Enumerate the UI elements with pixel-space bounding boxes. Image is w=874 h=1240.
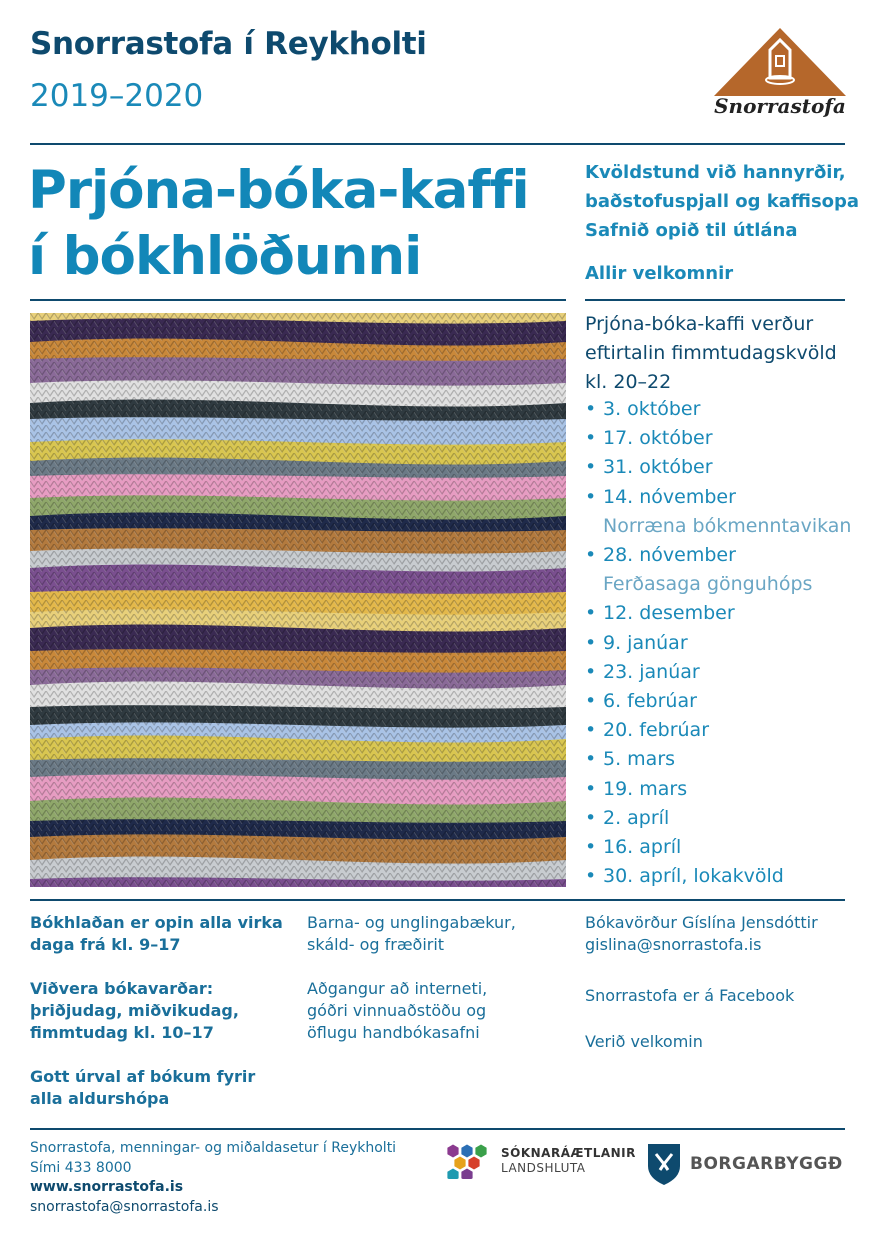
librarian-hours-line3: fimmtudag kl. 10–17 (30, 1023, 214, 1042)
borgarbyggd-logo (646, 1142, 843, 1186)
snorrastofa-logo (712, 26, 848, 122)
event-title (28, 158, 529, 290)
schedule-date-item (585, 833, 851, 862)
sok-line1: SÓKNARÁÆTLANIR (501, 1146, 636, 1160)
schedule-date-label: 16. apríl (603, 836, 682, 859)
book-selection-line2: alla aldurshópa (30, 1089, 170, 1108)
opening-hours (30, 912, 290, 956)
bullet-icon: • (585, 748, 597, 771)
schedule-date-item (585, 629, 851, 658)
organization-name: Snorrastofa í Reykholti (30, 26, 427, 62)
schedule-date-label: 31. október (603, 456, 713, 479)
schedule-date-label: 30. apríl, lokakvöld (603, 865, 784, 888)
collection-types (307, 912, 567, 956)
divider-top (30, 143, 845, 145)
sok-line2: LANDSHLUTA (501, 1161, 586, 1175)
schedule-date-list (585, 395, 851, 891)
event-intro (585, 158, 859, 245)
schedule-date-item (585, 862, 851, 891)
librarian-hours (30, 978, 290, 1044)
logo-text: Snorrastofa (714, 94, 846, 118)
facilities-line1: Aðgangur að interneti, (307, 979, 488, 998)
facebook-note: Snorrastofa er á Facebook (585, 986, 795, 1005)
schedule-date-label: 14. nóvember (603, 485, 736, 508)
bullet-icon: • (585, 398, 597, 420)
schedule-intro (585, 310, 855, 397)
info-column-contact (585, 912, 855, 1053)
facilities-line2: góðri vinnuaðstöðu og (307, 1001, 487, 1020)
season-year: 2019–2020 (30, 78, 204, 114)
welcome-text: Allir velkomnir (585, 263, 734, 284)
schedule-date-label: 19. mars (603, 777, 688, 800)
librarian-hours-line2: þriðjudag, miðvikudag, (30, 1001, 239, 1020)
bullet-icon: • (585, 719, 597, 742)
bullet-icon: • (585, 427, 597, 450)
schedule-date-item (585, 687, 851, 716)
bullet-icon: • (585, 485, 597, 508)
collection-types-line1: Barna- og unglingabækur, (307, 913, 516, 932)
librarian-hours-line1: Viðvera bókavarðar: (30, 979, 214, 998)
footer-org: Snorrastofa, menningar- og miðaldasetur í Reykholti (30, 1140, 397, 1156)
schedule-date-label: 17. október (603, 427, 713, 450)
facilities (307, 978, 567, 1044)
closing-welcome: Verið velkomin (585, 1032, 703, 1051)
info-column-collection (307, 912, 567, 1044)
footer-email[interactable]: snorrastofa@snorrastofa.is (30, 1198, 219, 1215)
intro-line2: baðstofuspjall og kaffisopa (585, 191, 860, 212)
schedule-intro-line1: Prjóna-bóka-kaffi verður (585, 313, 814, 335)
schedule-date-note: Ferðasaga gönguhóps (603, 573, 813, 596)
schedule-date-item (585, 775, 851, 804)
schedule-date-label: 2. apríl (603, 806, 670, 829)
footer-phone: Sími 433 8000 (30, 1159, 132, 1176)
footer-website[interactable]: www.snorrastofa.is (30, 1179, 184, 1195)
schedule-date-item (585, 483, 851, 541)
info-column-hours (30, 912, 290, 1110)
bullet-icon: • (585, 456, 597, 479)
bullet-icon: • (585, 690, 597, 713)
event-title-line2: í bókhlöðunni (28, 226, 422, 287)
facilities-line3: öflugu handbókasafni (307, 1023, 480, 1042)
knitted-stripes-photo (30, 313, 566, 887)
event-title-line1: Prjóna-bóka-kaffi (28, 160, 529, 221)
bullet-icon: • (585, 777, 597, 800)
schedule-date-note: Norræna bókmenntavikan (603, 514, 852, 537)
schedule-date-item (585, 745, 851, 774)
schedule-date-label: 20. febrúar (603, 719, 710, 742)
shield-icon (646, 1142, 682, 1186)
schedule-intro-line2: eftirtalin fimmtudagskvöld (585, 342, 837, 364)
schedule-date-label: 28. nóvember (603, 544, 736, 567)
divider-middle (30, 899, 845, 901)
schedule-date-item (585, 541, 851, 599)
soknaraaetlanir-logo (445, 1143, 636, 1179)
schedule-date-item (585, 424, 851, 453)
bullet-icon: • (585, 806, 597, 829)
schedule-date-item (585, 716, 851, 745)
librarian-contact (585, 912, 855, 956)
bullet-icon: • (585, 602, 597, 625)
schedule-intro-line3: kl. 20–22 (585, 371, 672, 393)
footer-contact (30, 1139, 396, 1217)
schedule-date-label: 23. janúar (603, 660, 700, 683)
schedule-date-item (585, 658, 851, 687)
collection-types-line2: skáld- og fræðirit (307, 935, 445, 954)
bullet-icon: • (585, 660, 597, 683)
bullet-icon: • (585, 836, 597, 859)
schedule-date-item (585, 804, 851, 833)
schedule-date-item (585, 453, 851, 482)
hexagon-cluster-icon (445, 1143, 491, 1179)
schedule-date-item (585, 395, 851, 424)
bullet-icon: • (585, 631, 597, 654)
opening-hours-line2: daga frá kl. 9–17 (30, 935, 181, 954)
opening-hours-line1: Bókhlaðan er opin alla virka (30, 913, 283, 932)
intro-line1: Kvöldstund við hannyrðir, (585, 162, 846, 183)
schedule-date-item (585, 599, 851, 628)
knitted-stripes-icon (30, 313, 566, 887)
intro-line3: Safnið opið til útlána (585, 220, 798, 241)
bullet-icon: • (585, 544, 597, 567)
schedule-date-label: 9. janúar (603, 631, 688, 654)
divider-bottom (30, 1128, 845, 1130)
divider-title (30, 299, 566, 301)
schedule-date-label: 3. október (603, 398, 701, 420)
librarian-name: Bókavörður Gíslína Jensdóttir (585, 913, 818, 932)
schedule-date-label: 6. febrúar (603, 690, 697, 713)
schedule-date-label: 12. desember (603, 602, 735, 625)
book-selection-line1: Gott úrval af bókum fyrir (30, 1067, 256, 1086)
divider-intro (585, 299, 845, 301)
book-selection (30, 1066, 290, 1110)
schedule-date-label: 5. mars (603, 748, 676, 771)
librarian-email[interactable]: gislina@snorrastofa.is (585, 935, 762, 954)
bullet-icon: • (585, 865, 597, 888)
borgarbyggd-text: BORGARBYGGÐ (690, 1154, 843, 1174)
